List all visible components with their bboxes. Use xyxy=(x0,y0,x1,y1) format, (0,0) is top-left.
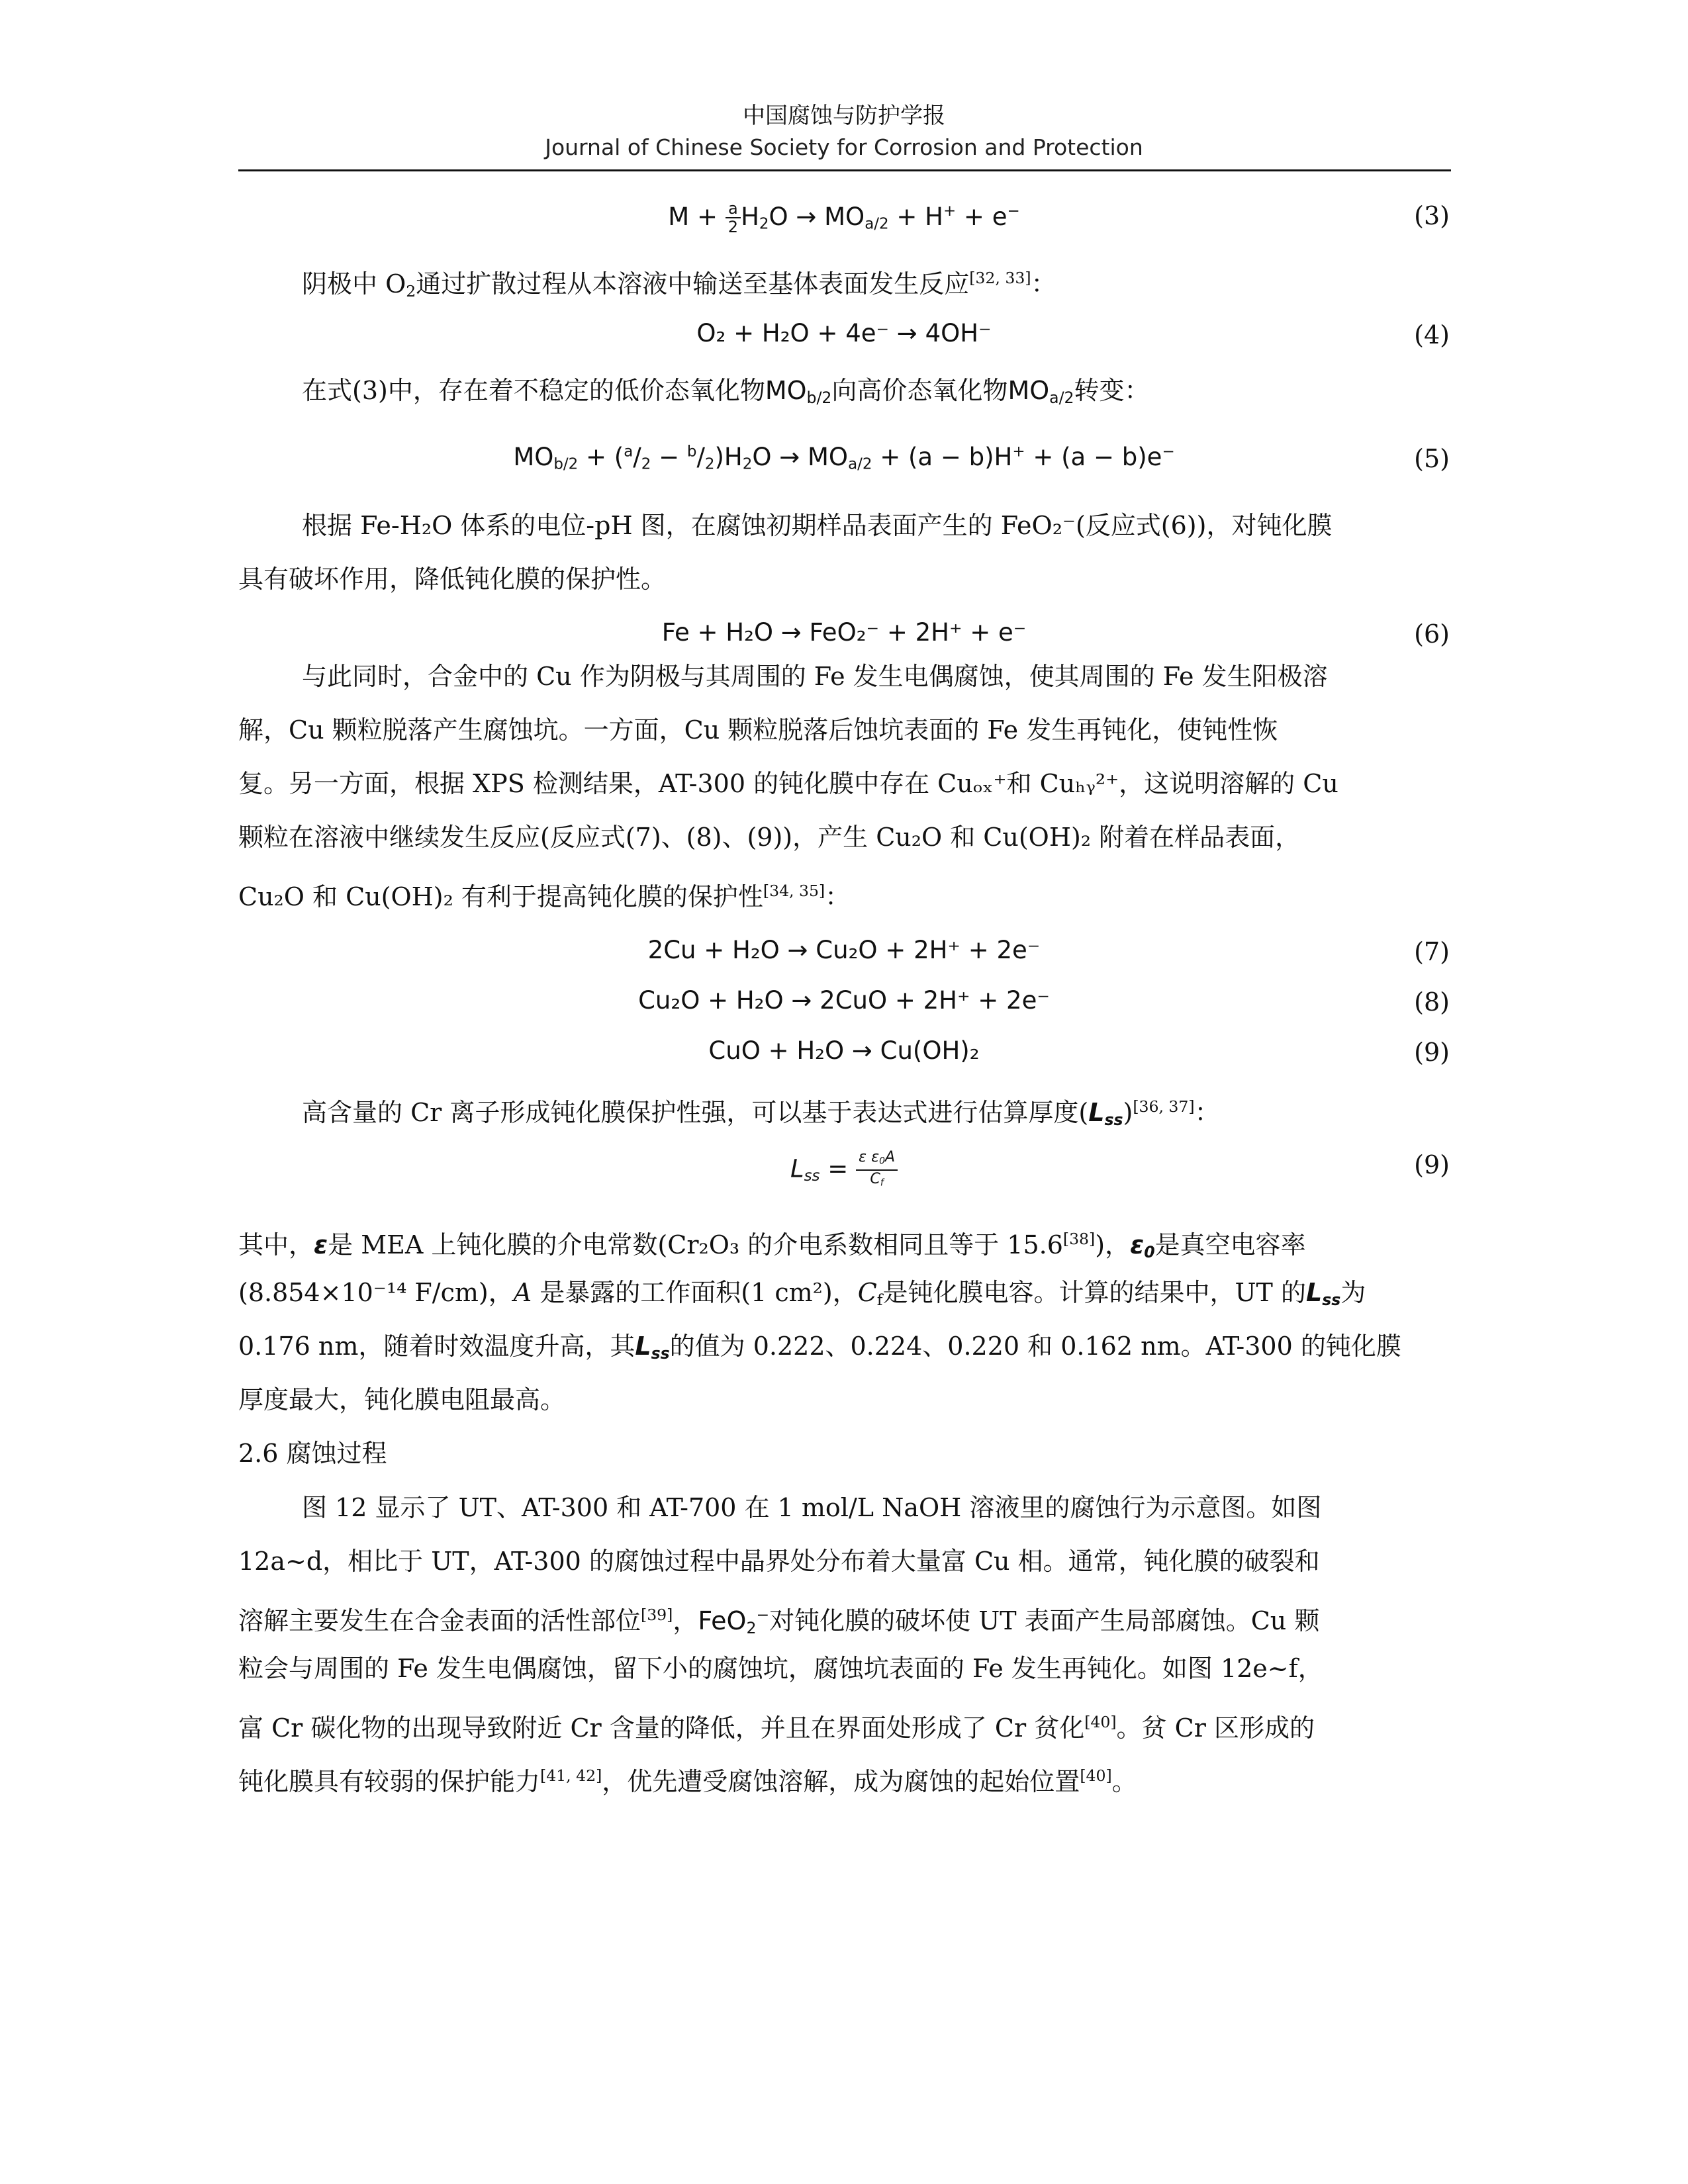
text: 的值为 0.222、0.224、0.220 和 0.162 nm。AT-300 的钝化膜 xyxy=(669,1332,1401,1361)
equation-lss-number: (9) xyxy=(1414,1150,1450,1179)
citation: [38] xyxy=(1062,1230,1096,1248)
text-line: 复。另一方面，根据 XPS 检测结果，AT-300 的钝化膜中存在 Cuₒₓ⁺和 Cuₕᵧ²⁺，这说明溶解的 Cu xyxy=(238,769,1338,798)
paragraph-cu xyxy=(238,650,1451,918)
text: 向高价态氧化物 xyxy=(831,376,1008,405)
math-inline: $\varepsilon_0$ xyxy=(1130,1230,1155,1261)
text-line: 颗粒在溶液中继续发生反应(反应式(7)、(8)、(9))，产生 Cu₂O 和 Cu(OH)₂ 附着在样品表面， xyxy=(238,823,1301,852)
equation-5-expr: $MO_{b/2} + (^a/_2 - ^b/_2)H_2O \to MO_{a/2} + (a - b)H^+ + (a - b)e^-$ xyxy=(513,443,1175,473)
text-line xyxy=(238,1696,1451,1749)
text: ： xyxy=(1031,269,1056,299)
paragraph-fig12 xyxy=(238,1481,1451,1803)
math-inline: $L_{ss}$ xyxy=(1305,1278,1341,1309)
text-line: 根据 Fe-H₂O 体系的电位-pH 图，在腐蚀初期样品表面产生的 FeO₂⁻(反应式(6))，对钝化膜 xyxy=(302,511,1333,540)
journal-title-en: Journal of Chinese Society for Corrosion and Protection xyxy=(545,134,1143,160)
paragraph-fe-h2o xyxy=(238,499,1451,606)
text-line xyxy=(238,1588,1451,1642)
text: 转变： xyxy=(1074,376,1150,405)
text: Cu₂O 和 Cu(OH)₂ 有利于提高钝化膜的保护性 xyxy=(238,882,763,912)
math-inline: $MO_{a/2}$ xyxy=(1008,376,1074,407)
text-line: 解，Cu 颗粒脱落产生腐蚀坑。一方面，Cu 颗粒脱落后蚀坑表面的 Fe 发生再钝化，使钝性恢 xyxy=(238,715,1278,745)
text-line: 厚度最大，钝化膜电阻最高。 xyxy=(238,1385,566,1414)
equation-3-number: (3) xyxy=(1414,201,1450,230)
text: 为 xyxy=(1340,1278,1366,1307)
paragraph-cr: 高含量的 Cr 离子形成钝化膜保护性强，可以基于表达式进行估算厚度$(L_{ss})[36, 37]$： xyxy=(302,1097,1220,1129)
equation-lss-expr: $L_{ss}$ = $\frac{\varepsilon \varepsilon_0A}{C_f}$ xyxy=(238,1149,1450,1191)
citation: [40] xyxy=(1084,1713,1117,1731)
text-line: 与此同时，合金中的 Cu 作为阴极与其周围的 Fe 发生电偶腐蚀，使其周围的 Fe 发生阳极溶 xyxy=(302,662,1328,691)
text: 其中， xyxy=(238,1230,314,1260)
equation-5 xyxy=(238,440,1450,480)
equation-5-number: (5) xyxy=(1414,444,1450,473)
text-line xyxy=(238,864,1451,918)
equation-4-number: (4) xyxy=(1414,320,1450,349)
paragraph-mea xyxy=(238,1212,1451,1427)
text: 。 xyxy=(1111,1767,1137,1797)
text: 是钝化膜电容。计算的结果中，UT 的 xyxy=(882,1278,1306,1307)
equation-9 xyxy=(238,1034,1450,1073)
equation-9-number: (9) xyxy=(1414,1038,1450,1067)
text: 高含量的 Cr 离子形成钝化膜保护性强，可以基于表达式进行估算厚度( xyxy=(302,1098,1089,1128)
text-line xyxy=(238,1749,1451,1803)
paragraph-eq3 xyxy=(238,364,1451,418)
journal-title-cn: 中国腐蚀与防护学报 xyxy=(743,103,945,129)
equation-7-expr: 2Cu + H₂O → Cu₂O + 2H⁺ + 2e⁻ xyxy=(647,936,1041,964)
text: 是暴露的工作面积(1 cm²)， xyxy=(532,1278,858,1307)
math-inline: $L_{ss}$ xyxy=(635,1332,670,1363)
equation-7 xyxy=(238,933,1450,973)
citation: [41, 42] xyxy=(540,1766,602,1785)
text: )， xyxy=(1095,1230,1131,1260)
text: ， xyxy=(673,1606,698,1636)
journal-header xyxy=(238,99,1450,163)
equation-lss xyxy=(238,1146,1450,1193)
equation-6-expr: Fe + H₂O → FeO₂⁻ + 2H⁺ + e⁻ xyxy=(661,618,1027,647)
citation: [34, 35] xyxy=(763,882,825,900)
paragraph-cathode: 阴极中 $O_2$通过扩散过程从本溶液中输送至基体表面发生反应[32, 33]： xyxy=(302,269,1056,300)
math-inline: FeO$_2$− xyxy=(698,1606,770,1637)
equation-8-expr: Cu₂O + H₂O → 2CuO + 2H⁺ + 2e⁻ xyxy=(638,986,1050,1015)
text: 钝化膜具有较弱的保护能力 xyxy=(238,1767,541,1797)
text-line xyxy=(238,1212,1451,1266)
text: 通过扩散过程从本溶液中输送至基体表面发生反应 xyxy=(416,269,970,299)
text: 。贫 Cr 区形成的 xyxy=(1116,1713,1315,1743)
text-line: 粒会与周围的 Fe 发生电偶腐蚀，留下小的腐蚀坑，腐蚀坑表面的 Fe 发生再钝化。如图 12e~f， xyxy=(238,1654,1323,1683)
equation-6-number: (6) xyxy=(1414,619,1450,649)
text: 是真空电容率 xyxy=(1154,1230,1306,1260)
text-line: 具有破坏作用，降低钝化膜的保护性。 xyxy=(238,565,667,594)
text: ： xyxy=(1194,1098,1220,1128)
text-line: 图 12 显示了 UT、AT-300 和 AT-700 在 1 mol/L NaOH 溶液里的腐蚀行为示意图。如图 xyxy=(302,1493,1322,1522)
text: 阴极中 O xyxy=(302,269,406,299)
equation-7-number: (7) xyxy=(1414,937,1450,966)
math-inline: $MO_{b/2}$ xyxy=(765,376,832,407)
equation-9-expr: CuO + H₂O → Cu(OH)₂ xyxy=(708,1036,980,1065)
math-inline: $L_{ss}$ xyxy=(1088,1098,1123,1129)
text: 对钝化膜的破坏使 UT 表面产生局部腐蚀。Cu 颗 xyxy=(769,1606,1320,1636)
text: 在式(3)中，存在着不稳定的低价态氧化物 xyxy=(302,376,765,405)
citation: [39] xyxy=(641,1606,673,1624)
section-heading-2-6: 2.6 腐蚀过程 xyxy=(238,1439,387,1468)
text: (8.854×10⁻¹⁴ F/cm)， xyxy=(238,1278,514,1307)
text: 溶解主要发生在合金表面的活性部位 xyxy=(238,1606,641,1636)
equation-3-expr: M + $\frac{a}{2}$ $H_2O \to MO_{a/2} + H^+ + e^-$ xyxy=(668,199,1020,237)
equation-4-expr: O₂ + H₂O + 4e⁻ → 4OH⁻ xyxy=(696,319,992,347)
text: 是 MEA 上钝化膜的介电常数(Cr₂O₃ 的介电系数相同且等于 15.6 xyxy=(328,1230,1063,1260)
citation: [36, 37] xyxy=(1133,1097,1195,1116)
header-rule xyxy=(238,169,1451,171)
equation-8 xyxy=(238,983,1450,1023)
equation-8-number: (8) xyxy=(1414,987,1450,1017)
equation-6 xyxy=(238,615,1450,655)
text-line: 12a~d，相比于 UT，AT-300 的腐蚀过程中晶界处分布着大量富 Cu 相。通常，钝化膜的破裂和 xyxy=(238,1547,1320,1576)
text: A xyxy=(513,1278,532,1307)
citation: [32, 33] xyxy=(969,269,1031,287)
math-inline: ε xyxy=(314,1230,328,1260)
text: C xyxy=(857,1278,877,1307)
text: ： xyxy=(825,882,851,912)
citation: [40] xyxy=(1080,1766,1112,1785)
text-line xyxy=(238,1320,1451,1373)
text: ，优先遭受腐蚀溶解，成为腐蚀的起始位置 xyxy=(602,1767,1080,1797)
equation-3 xyxy=(238,197,1450,237)
text: 富 Cr 碳化物的出现导致附近 Cr 含量的降低，并且在界面处形成了 Cr 贫化 xyxy=(238,1713,1085,1743)
text-line: (8.854×10⁻¹⁴ F/cm)，A 是暴露的工作面积(1 cm²)，$C_f$是钝化膜电容。计算的结果中，UT 的$L_{ss}$为 xyxy=(238,1278,1366,1309)
text: 0.176 nm，随着时效温度升高，其 xyxy=(238,1332,635,1361)
equation-4 xyxy=(238,316,1450,356)
